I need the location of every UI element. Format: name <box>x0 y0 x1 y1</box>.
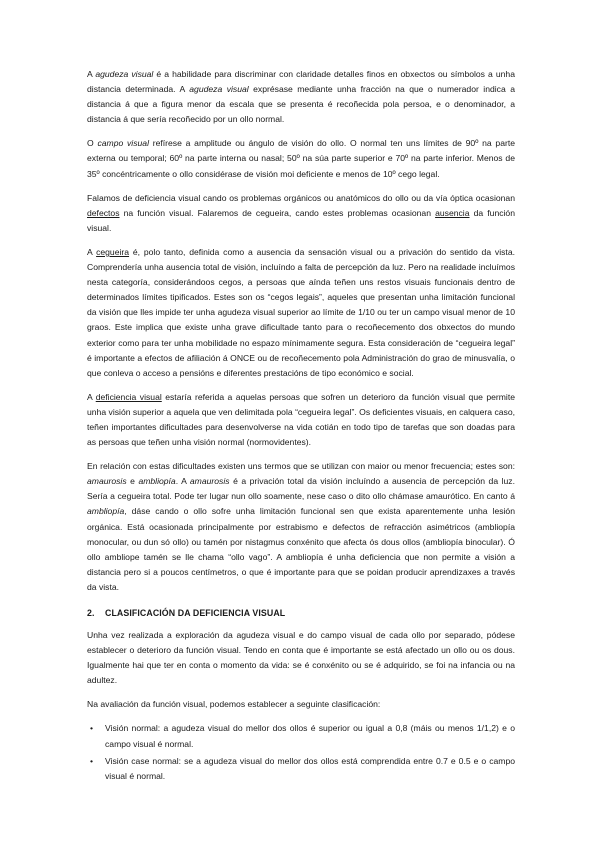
paragraph-exploracion: Unha vez realizada a exploración da agudeza visual e do campo visual de cada ollo por separado, pódese establecer o deterioro da función visual. Tendo en conta que é importante se está afectado un ollo ou os dous. Igualmente hai que ter en conta o momento da vida: se é conxénito ou se é adquirido, se foi na infancia ou na adultez. <box>87 630 515 686</box>
classification-list <box>87 721 515 783</box>
paragraph-agudeza-visual: A agudeza visual é a habilidade para discriminar con claridade detalles finos en obxectos ou símbolos a unha distancia determinada. A agudeza visual exprésase mediante unha fracción na que o numerador indica a distancia á que a figura menor da escala que se presenta é recoñecida pola persoa, e o denominador, a distancia á que sería recoñecido por un ollo normal. <box>87 69 516 125</box>
term-defectos: defectos <box>87 207 120 218</box>
paragraph-deficiencia-intro: Falamos de deficiencia visual cando os problemas orgánicos ou anatómicos do ollo ou da vía óptica ocasionan defectos na función visual. Falaremos de cegueira, cando estes problemas ocasionan ausencia da función visual. <box>87 192 515 233</box>
list-item: • Visión normal: a agudeza visual do mellor dos ollos é superior ou igual a 0,8 (máis ou menos 1/1,2) e o campo visual é normal. <box>90 723 515 749</box>
term-deficiencia-visual: deficiencia visual <box>95 391 162 402</box>
term-ambliopia: ambliopía <box>138 476 176 487</box>
section-number: 2. <box>87 608 95 618</box>
list-item: • Visión case normal: se a agudeza visual do mellor dos ollos está comprendida entre 0.7 e 0.5 e o campo visual é normal. <box>90 755 515 781</box>
term-ausencia: ausencia <box>435 207 470 218</box>
section-title: CLASIFICACIÓN DA DEFICIENCIA VISUAL <box>105 608 286 618</box>
term-cegueira: cegueira <box>96 246 130 257</box>
bullet-icon: • <box>90 723 94 734</box>
term-agudeza-visual-2: agudeza visual <box>189 84 249 95</box>
section-heading <box>87 608 515 618</box>
term-amaurosis: amaurosis <box>87 476 127 487</box>
term-amaurosis-2: amaurosis <box>189 476 230 487</box>
paragraph-avaliacion: Na avaliación da función visual, podemos establecer a seguinte clasificación: <box>87 699 381 710</box>
term-ambliopia-2: ambliopía <box>87 506 125 517</box>
document-page <box>87 67 515 786</box>
paragraph-deficiencia-visual: A deficiencia visual estaría referida a aquelas persoas que sofren un deterioro da función visual que permite unha visión superior a aquela que ven delimitada pola “cegueira legal”. Os deficientes visuais, en calquera caso, teñen importantes dificultades para desenvolverse na vida cotián en todo tipo de tarefas que son doadas para as persoas que teñen unha visión normal (normovidentes). <box>87 391 515 448</box>
term-agudeza-visual: agudeza visual <box>95 69 154 79</box>
paragraph-campo-visual: O campo visual refírese a amplitude ou ángulo de visión do ollo. O normal ten uns límites de 90º na parte externa ou temporal; 60º na parte interna ou nasal; 50º na súa parte superior e 70º na parte inferior. Menos de 35º concéntricamente o ollo considérase de visión moi deficiente e menos de 10º cego legal. <box>87 138 516 179</box>
bullet-icon: • <box>90 755 94 766</box>
term-campo-visual: campo visual <box>97 138 149 149</box>
paragraph-cegueira: A cegueira é, polo tanto, definida como a ausencia da sensación visual ou a privación do sentido da vista. Comprendería unha ausencia total de visión, incluíndo a falta de percepción da luz. Pero na realidade incluímos nesta categoría, considerándoos cegos, a persoas que aínda teñen uns restos visuais funcionais dentro de determinados límites tipificados. Estes son os “cegos legais”, aqueles que presentan unha limitación funcional da visión que lles impide ter unha agudeza visual superior ao límite de 1/10 ou ter un campo visual menor de 10 graos. Este implica que existe unha grave dificultade tanto para o recoñecemento dos obxectos do mundo exterior como para ter unha mobilidade no espazo mínimamente segura. Esta consideración de “cegueira legal” é importante a efectos de afiliación á ONCE ou de recoñecemento pola Administración do grao de minusvalía, o que conleva o acceso a pensións e diferentes prestacións de tipo económico e social. <box>87 246 515 378</box>
paragraph-amaurosis-ambliopia: En relación con estas dificultades existen uns termos que se utilizan con maior ou menor frecuencia; estes son: amaurosis e ambliopía. A amaurosis é a privación total da visión incluíndo a ausencia de percepción da luz. Sería a cegueira total. Pode ter lugar nun ollo soamente, nese caso o dito ollo chámase amaurótico. En canto á ambliopía, dáse cando o ollo sofre unha limitación funcional sen que exista aparentemente unha lesión orgánica. Está ocasionada principalmente por estrabismo e defectos de refracción asimétricos (ambliopía monocular, ou dun só ollo) ou tamén por nistagmus conxénito que afecta ós dous ollos (ambliopía binocular). Ó ollo ambliope tamén se lle chama “ollo vago”. A ambliopía é unha deficiencia que non permite a visión a distancia pero si a poucos centímetros, o que é importante para que se poidan producir aprendizaxes a través da vista. <box>87 461 515 592</box>
